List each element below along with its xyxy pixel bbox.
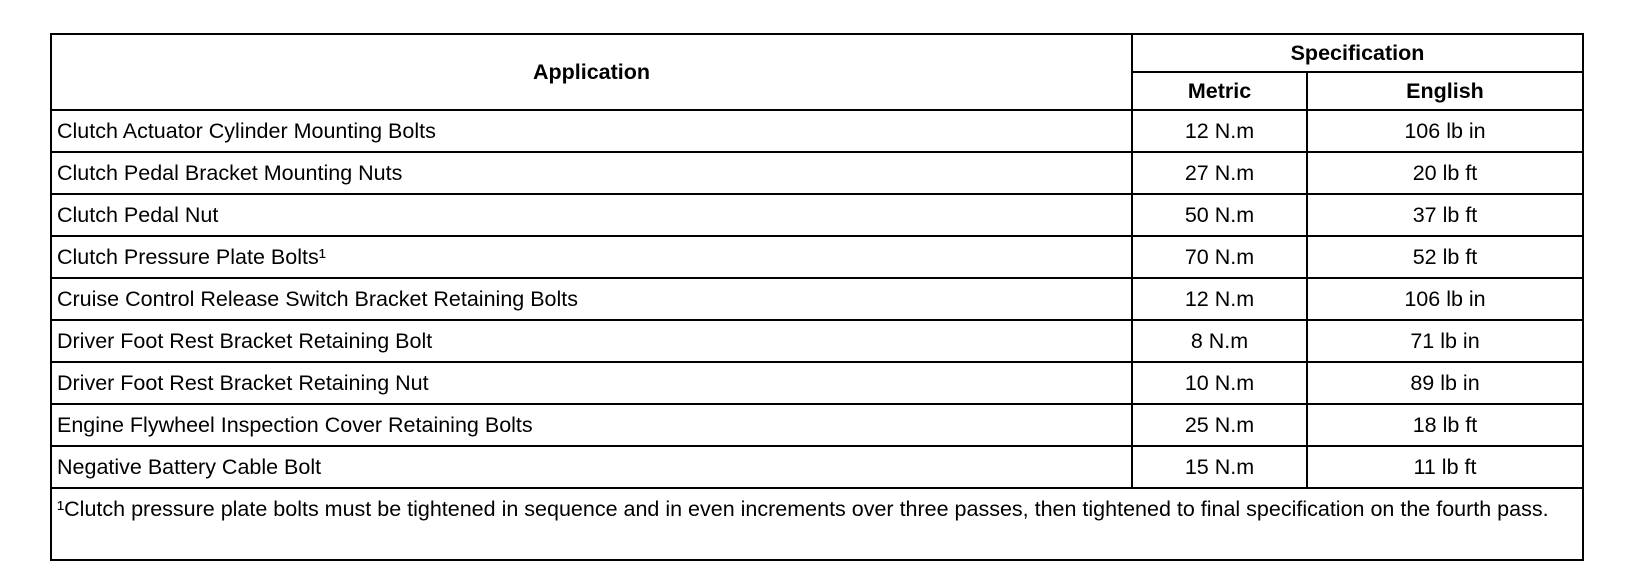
- table-row: [51, 446, 1583, 488]
- table-row: [51, 194, 1583, 236]
- application-cell: Cruise Control Release Switch Bracket Retaining Bolts: [51, 278, 1132, 320]
- specification-header: Specification: [1132, 34, 1583, 72]
- header-row: [51, 34, 1583, 72]
- english-cell: 106 lb in: [1307, 110, 1583, 152]
- english-cell: 52 lb ft: [1307, 236, 1583, 278]
- table-row: [51, 278, 1583, 320]
- english-cell: 18 lb ft: [1307, 404, 1583, 446]
- table-row: [51, 320, 1583, 362]
- application-cell: Negative Battery Cable Bolt: [51, 446, 1132, 488]
- metric-cell: 50 N.m: [1132, 194, 1307, 236]
- english-cell: 20 lb ft: [1307, 152, 1583, 194]
- english-cell: 106 lb in: [1307, 278, 1583, 320]
- application-cell: Clutch Pedal Nut: [51, 194, 1132, 236]
- application-cell: Clutch Actuator Cylinder Mounting Bolts: [51, 110, 1132, 152]
- table-row: [51, 404, 1583, 446]
- table-row: [51, 362, 1583, 404]
- metric-cell: 8 N.m: [1132, 320, 1307, 362]
- metric-cell: 10 N.m: [1132, 362, 1307, 404]
- application-cell: Driver Foot Rest Bracket Retaining Bolt: [51, 320, 1132, 362]
- application-header: Application: [51, 34, 1132, 110]
- metric-header: Metric: [1132, 72, 1307, 110]
- english-cell: 37 lb ft: [1307, 194, 1583, 236]
- table-row: [51, 110, 1583, 152]
- english-cell: 89 lb in: [1307, 362, 1583, 404]
- footnote-row: [51, 488, 1583, 560]
- application-cell: Clutch Pedal Bracket Mounting Nuts: [51, 152, 1132, 194]
- table-row: [51, 152, 1583, 194]
- footnote: ¹Clutch pressure plate bolts must be tightened in sequence and in even increments over three passes, then tightened to final specification on the fourth pass.: [51, 488, 1583, 560]
- table-row: [51, 236, 1583, 278]
- metric-cell: 12 N.m: [1132, 110, 1307, 152]
- application-cell: Driver Foot Rest Bracket Retaining Nut: [51, 362, 1132, 404]
- english-header: English: [1307, 72, 1583, 110]
- metric-cell: 25 N.m: [1132, 404, 1307, 446]
- application-cell: Engine Flywheel Inspection Cover Retaining Bolts: [51, 404, 1132, 446]
- application-cell: Clutch Pressure Plate Bolts¹: [51, 236, 1132, 278]
- english-cell: 71 lb in: [1307, 320, 1583, 362]
- metric-cell: 12 N.m: [1132, 278, 1307, 320]
- metric-cell: 27 N.m: [1132, 152, 1307, 194]
- metric-cell: 15 N.m: [1132, 446, 1307, 488]
- english-cell: 11 lb ft: [1307, 446, 1583, 488]
- metric-cell: 70 N.m: [1132, 236, 1307, 278]
- fastener-specification-table: [50, 33, 1584, 561]
